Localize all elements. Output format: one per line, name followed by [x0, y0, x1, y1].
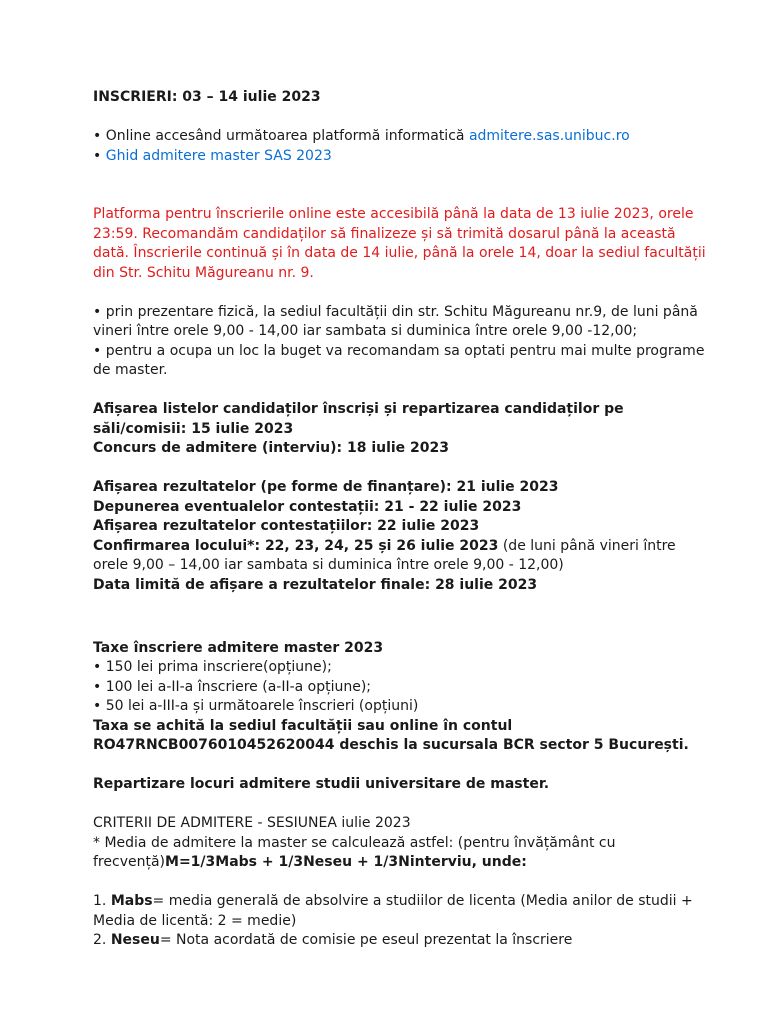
schedule-appeals-results: Afișarea rezultatelor contestațiilor: 22 iulie 2023: [93, 518, 480, 534]
formula-m: M: [165, 854, 179, 870]
item-number: 1.: [93, 893, 111, 909]
guide-link[interactable]: Ghid admitere master SAS 2023: [105, 147, 332, 164]
fee-item: • 100 lei a-II-a înscriere (a-II-a opțiune);: [93, 678, 708, 698]
schedule-interview: Concurs de admitere (interviu): 18 iulie 2023: [93, 440, 450, 456]
online-text: Online accesând următoarea platformă informatică: [105, 128, 469, 144]
online-notice: Platforma pentru înscrierile online este accesibilă până la data de 13 iulie 2023, orele 23:59. Recomandăm candidaților să finalizeze și să trimită dosarul până la această dată. Înscrierile continuă și în data de 14 iulie, până la orele 14, doar la sediul facultății din Str. Schitu Măgureanu nr. 9.: [93, 206, 706, 281]
schedule-final: Data limită de afișare a rezultatelor finale: 28 iulie 2023: [93, 576, 538, 593]
online-line: [93, 127, 708, 147]
schedule-results: Afișarea rezultatelor (pe forme de finanțare): 21 iulie 2023: [93, 479, 559, 495]
fees-payment: Taxa se achită la sediul facultății sau online în contul RO47RNCB0076010452620044 deschis la sucursala BCR sector 5 București.: [93, 717, 689, 753]
criteria-item-1: [93, 892, 708, 931]
criteria-item-2: [93, 931, 708, 951]
item-text: = media generală de absolvire a studiilor de licenta (Media anilor de studii + Media de licentă: 2 = medie): [93, 893, 693, 929]
schedule-appeals: Depunerea eventualelor contestații: 21 - 22 iulie 2023: [93, 498, 522, 515]
bullet-budget: • pentru a ocupa un loc la buget va recomandam sa optati pentru mai multe programe de master.: [93, 342, 708, 381]
criteria-heading: CRITERII DE ADMITERE - SESIUNEA iulie 2023: [93, 815, 411, 831]
page-title: INSCRIERI: 03 – 14 iulie 2023: [93, 89, 321, 105]
formula-text: * Media de admitere la master se calculează astfel: (pentru învățământ cu frecvență): [93, 834, 616, 870]
platform-link[interactable]: admitere.sas.unibuc.ro: [468, 128, 630, 144]
schedule-lists: Afișarea listelor candidaților înscriși și repartizarea candidaților pe săli/comisii: 15 iulie 2023: [93, 401, 624, 437]
bullet-text: •: [93, 128, 106, 144]
formula-rest: =1/3Mabs + 1/3Neseu + 1/3Ninterviu, unde:: [178, 854, 527, 870]
allocation-title: Repartizare locuri admitere studii universitare de master.: [93, 776, 550, 792]
item-term: Neseu: [110, 932, 160, 948]
fees-title: Taxe înscriere admitere master 2023: [93, 639, 384, 656]
fee-item: • 50 lei a-III-a și următoarele înscrieri (opțiuni): [93, 697, 708, 717]
bullet-text: •: [93, 147, 106, 164]
item-number: 2.: [93, 932, 111, 948]
fee-item: • 150 lei prima inscriere(opțiune);: [93, 658, 708, 678]
schedule-confirm: [93, 537, 708, 576]
bullet-physical: • prin prezentare fizică, la sediul facultății din str. Schitu Măgureanu nr.9, de luni până vineri între orele 9,00 - 14,00 iar sambata si duminica între orele 9,00 -12,00;: [93, 303, 708, 342]
confirm-dates: Confirmarea locului*: 22, 23, 24, 25 și 26 iulie 2023: [93, 537, 499, 554]
item-text: = Nota acordată de comisie pe eseul prezentat la înscriere: [159, 932, 573, 948]
guide-line: [93, 147, 708, 167]
item-term: Mabs: [110, 893, 153, 909]
confirm-note: (de luni până vineri între orele 9,00 – 14,00 iar sambata si duminica între orele 9,00 - 12,00): [93, 537, 676, 573]
criteria-formula: [93, 834, 708, 873]
